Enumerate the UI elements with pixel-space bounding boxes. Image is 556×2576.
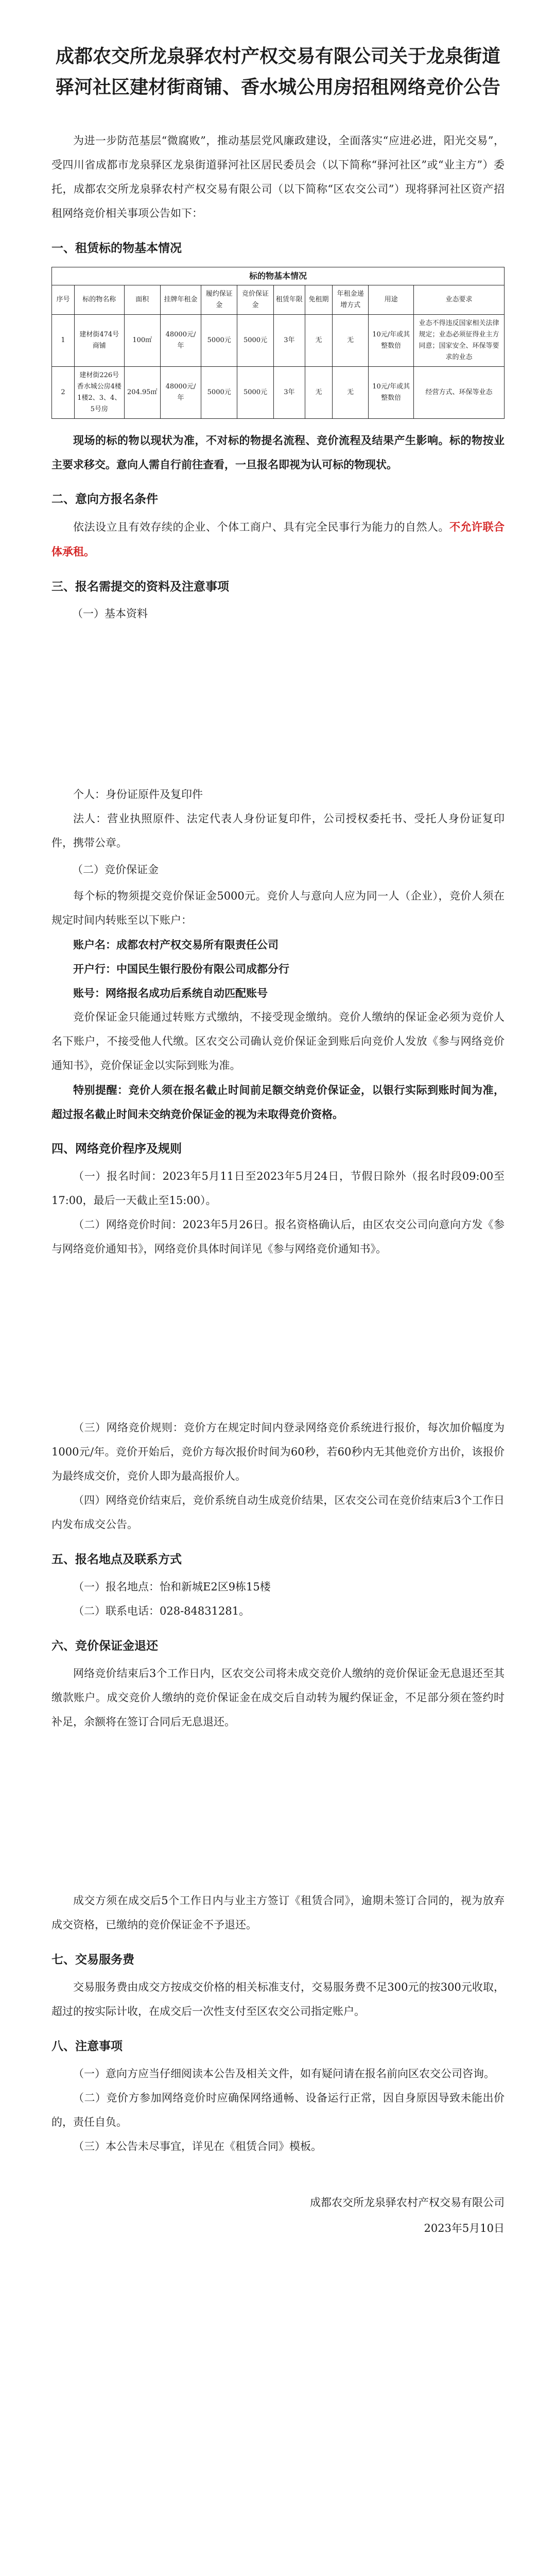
section-heading-1: 一、租赁标的物基本情况 [51,242,182,255]
table-cell: 10元/年或其整数倍 [369,315,414,367]
table-cell: 48000元/年 [160,367,201,419]
table-cell: 10元/年或其整数倍 [369,367,414,419]
section-heading-5: 五、报名地点及联系方式 [51,1553,182,1566]
individual-docs: 个人：身份证原件及复印件 [73,788,203,801]
table-caption: 标的物基本情况 [52,267,505,285]
consortium-warning: 不允许联合体承租。 [51,520,505,558]
eligibility-body: 依法设立且有效存续的企业、个体工商户、具有完全民事行为能力的自然人。 [73,521,449,533]
asset-notice: 现场的标的物以现状为准，不对标的物提名流程、竞价流程及结果产生影响。标的物按业主要求移交。意向人需自行前往查看，一旦报名即视为认可标的物现状。 [51,434,505,471]
document-body [51,0,505,2241]
table-cell: 3年 [273,315,305,367]
table-cell: 3年 [273,367,305,419]
intro-paragraph: 为进一步防范基层“微腐败”，推动基层党风廉政建设，全面落实“应进必进，阳光交易”，受四川省成都市龙泉驿区龙泉街道驿河社区居民委员会（以下简称“驿河社区”或“业主方”）委托，成都农交所龙泉驿农村产权交易有限公司（以下简称“区农交公司”）现将驿河社区资产招租网络竞价相关事项公告如下： [51,134,505,219]
table-cell: 1 [52,315,75,367]
table-header: 挂牌年租金 [160,285,201,315]
table-header-row [52,285,505,315]
asset-table [51,267,505,419]
section-heading-2: 二、意向方报名条件 [51,493,158,506]
table-row [52,315,505,367]
table-row [52,367,505,419]
section-heading-3: 三、报名需提交的资料及注意事项 [51,580,229,594]
signature-org: 成都农交所龙泉驿农村产权交易有限公司 [310,2196,505,2209]
table-cell: 5000元 [237,315,273,367]
notice-item-1: （一）意向方应当仔细阅读本公告及相关文件，如有疑问请在报名前向区农交公司咨询。 [73,2067,495,2080]
blank-area [51,1261,505,1416]
subsection-deposit: （二）竞价保证金 [72,863,159,876]
registration-time: （一）报名时间：2023年5月11日至2023年5月24日，节假日除外（报名时段09:00至17:00，最后一天截止至15:00）。 [51,1170,505,1207]
table-header: 竞价保证金 [237,285,273,315]
notice-item-2: （二）竞价方参加网络竞价时应确保网络通畅、设备运行正常，因自身原因导致未能出价的，责任自负。 [51,2092,505,2128]
section-heading-8: 八、注意事项 [51,2040,123,2053]
notice-item-3: （三）本公告未尽事宜，详见在《租赁合同》模板。 [73,2140,322,2153]
corporate-docs: 法人：营业执照原件、法定代表人身份证复印件，公司授权委托书、受托人身份证复印件，携带公章。 [51,812,505,849]
eligibility-text [51,515,505,564]
table-header: 面积 [124,285,160,315]
table-cell: 5000元 [201,315,237,367]
table-cell: 建材街226号香水城公房4楼1楼2、3、4、5号房 [74,367,124,419]
service-fee-body: 交易服务费由成交方按成交价格的相关标准支付，交易服务费不足300元的按300元收取，超过的按实际计收，在成交后一次性支付至区农交公司指定账户。 [51,1981,505,2018]
registration-address: （一）报名地点：怡和新城E2区9栋15楼 [73,1581,271,1593]
deposit-note: 竞价保证金只能通过转账方式缴纳，不接受现金缴纳。竞价人缴纳的保证金必须为竞价人名下账户，不接受他人代缴。区农交公司确认竞价保证金到账后向竞价人发放《参与网络竞价通知书》，竞价保证金以实际到账为准。 [51,1011,505,1072]
table-cell: 无 [305,367,333,419]
table-cell: 无 [305,315,333,367]
bidding-time: （二）网络竞价时间：2023年5月26日。报名资格确认后，由区农交公司向意向方发《参与网络竞价通知书》，网络竞价具体时间详见《参与网络竞价通知书》。 [51,1218,505,1255]
table-header: 免租期 [305,285,333,315]
table-header: 标的物名称 [74,285,124,315]
table-header: 序号 [52,285,75,315]
table-header: 年租金递增方式 [332,285,368,315]
table-header: 租赁年限 [273,285,305,315]
contact-phone: （二）联系电话：028-84831281。 [73,1605,250,1617]
refund-body-2: 成交方须在成交后5个工作日内与业主方签订《租赁合同》，逾期未签订合同的，视为放弃成交资格，已缴纳的竞价保证金不予退还。 [51,1894,505,1931]
table-header: 用途 [369,285,414,315]
page-title: 成都农交所龙泉驿农村产权交易有限公司关于龙泉街道驿河社区建材街商铺、香水城公用房招租网络竞价公告 [55,46,500,98]
account-name: 账户名：成都农村产权交易所有限责任公司 [73,938,279,951]
table-cell: 无 [332,315,368,367]
table-header: 业态要求 [414,285,505,315]
section-heading-7: 七、交易服务费 [51,1953,134,1967]
table-cell: 无 [332,367,368,419]
account-number: 账号：网络报名成功后系统自动匹配账号 [73,987,268,999]
blank-area [51,628,505,783]
refund-body: 网络竞价结束后3个工作日内，区农交公司将未成交竞价人缴纳的竞价保证金无息退还至其缴款账户。成交竞价人缴纳的竞价保证金在成交后自动转为履约保证金，不足部分须在签约时补足，余额将在签订合同后无息退还。 [51,1667,505,1728]
table-cell: 业态不得违反国家相关法律规定；业态必须征得业主方同意；国家安全、环保等要求的业态 [414,315,505,367]
table-cell: 204.95㎡ [124,367,160,419]
signature-date: 2023年5月10日 [424,2222,505,2234]
bidding-rules: （三）网络竞价规则：竞价方在规定时间内登录网络竞价系统进行报价，每次加价幅度为1000元/年。竞价开始后，竞价方每次报价时间为60秒，若60秒内无其他竞价方出价，该报价为最终成交价，竞价人即为最高报价人。 [51,1421,505,1482]
table-cell: 5000元 [237,367,273,419]
account-bank: 开户行：中国民生银行股份有限公司成都分行 [73,962,289,975]
table-cell: 100㎡ [124,315,160,367]
table-header: 履约保证金 [201,285,237,315]
subsection-basic-docs: （一）基本资料 [72,607,148,620]
section-heading-4: 四、网络竞价程序及规则 [51,1142,182,1156]
bidding-result: （四）网络竞价结束后，竞价系统自动生成竞价结果，区农交公司在竞价结束后3个工作日内发布成交公告。 [51,1494,505,1531]
table-cell: 5000元 [201,367,237,419]
deposit-warning: 特别提醒：竞价人须在报名截止时间前足额交纳竞价保证金，以银行实际到账时间为准，超过报名截止时间未交纳竞价保证金的视为未取得竞价资格。 [51,1083,505,1121]
table-cell: 经营方式、环保等业态 [414,367,505,419]
blank-area [51,1734,505,1889]
table-cell: 建材街474号商铺 [74,315,124,367]
section-heading-6: 六、竞价保证金退还 [51,1639,158,1653]
deposit-body: 每个标的物须提交竞价保证金5000元。竞价人与意向人应为同一人（企业），竞价人须在规定时间内转账至以下账户： [51,890,505,926]
table-cell: 48000元/年 [160,315,201,367]
table-cell: 2 [52,367,75,419]
